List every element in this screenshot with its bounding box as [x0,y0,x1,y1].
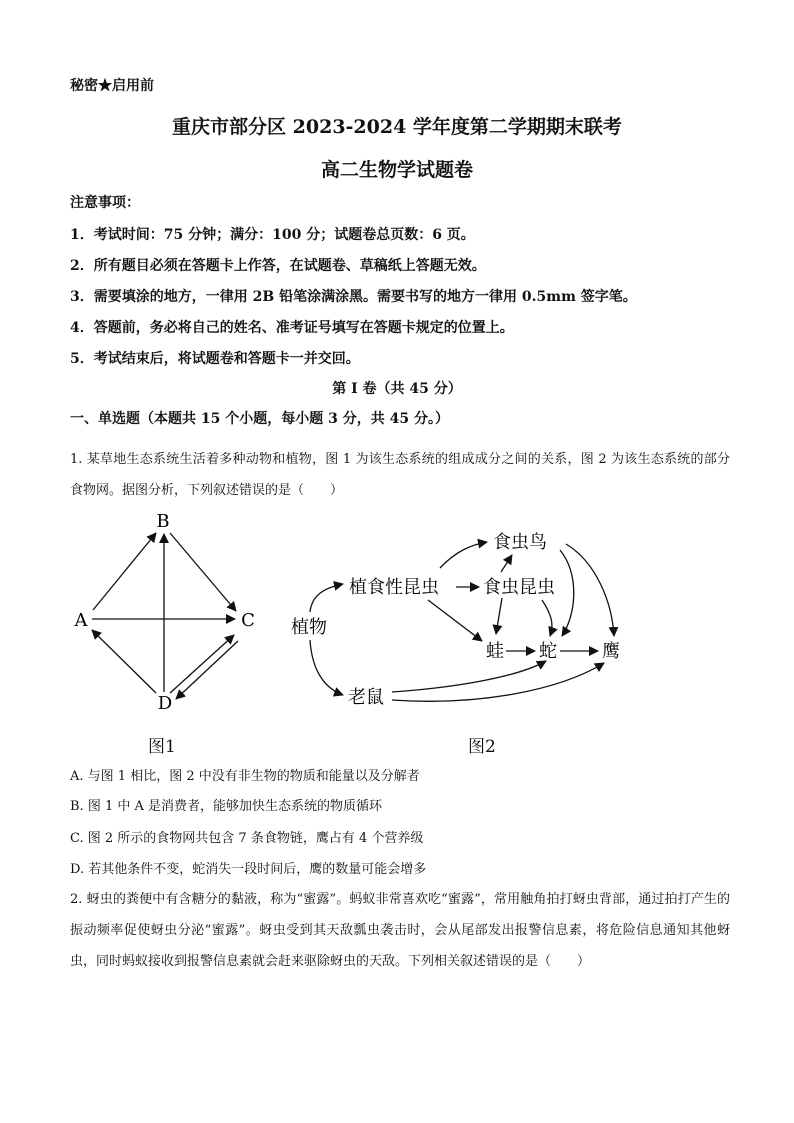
figure-1-caption: 图1 [148,737,176,757]
note-item: 2．所有题目必须在答题卡上作答，在试题卷、草稿纸上答题无效。 [70,258,486,274]
part-title: 第 I 卷（共 45 分） [332,381,462,397]
arrow-d-a [92,630,156,693]
note-item: 4．答题前，务必将自己的姓名、准考证号填写在答题卡规定的位置上。 [70,320,514,336]
fig2-node-mouse: 老鼠 [348,687,384,708]
figure-2 [280,520,640,720]
fig2-node-frog: 蛙 [486,641,504,662]
arrow-mouse-eagle [392,663,604,701]
figure-1 [60,505,280,720]
exam-title: 重庆市部分区 2023-2024 学年度第二学期期末联考 [172,116,622,138]
fig1-node-d: D [157,693,173,714]
arrow-mouse-snake [392,661,546,692]
arrow-insect-bird [501,555,512,572]
secret-label: 秘密★启用前 [70,78,154,94]
arrow-herb-bird [440,542,487,568]
exam-subtitle: 高二生物学试题卷 [320,159,473,181]
arrow-a-b [93,533,156,610]
arrow-c-d [176,641,238,699]
note-item: 1．考试时间：75 分钟；满分：100 分；试题卷总页数：6 页。 [70,227,475,243]
fig2-node-herb-insect: 植食性昆虫 [349,577,439,598]
option-b: B. 图 1 中 A 是消费者，能够加快生态系统的物质循环 [70,799,383,814]
fig1-node-c: C [241,610,255,631]
question-2-stem: 2. 蚜虫的粪便中有含糖分的黏液，称为“蜜露”。蚂蚁非常喜欢吃“蜜露”，常用触角拍打蚜虫背部，通过拍打产生的振动频率促使蚜虫分泌“蜜露”。蚜虫受到其天敌瓢虫袭击时，会从尾部发出报警信息素，将危险信息通知其他蚜虫，同时蚂蚁接收到报警信息素就会赶来驱除蚜虫的天敌。下列相关叙述错误的是（ ） [70,892,730,969]
fig1-node-a: A [74,610,88,631]
section-title: 一、单选题（本题共 15 个小题，每小题 3 分，共 45 分。） [70,411,449,427]
arrow-plant-mouse [310,640,343,695]
arrow-plant-herb [310,584,343,612]
arrow-b-c [170,533,236,611]
arrow-insect-frog [496,598,502,634]
option-c: C. 图 2 所示的食物网共包含 7 条食物链，鹰占有 4 个营养级 [70,831,424,846]
fig2-node-eagle: 鹰 [602,641,620,662]
fig2-node-insect-insect: 食虫昆虫 [483,577,555,598]
arrow-bird-snake [560,550,574,636]
note-item: 3．需要填涂的地方，一律用 2B 铅笔涂满涂黑。需要书写的地方一律用 0.5mm 签字笔。 [70,289,637,305]
option-a: A. 与图 1 相比，图 2 中没有非生物的物质和能量以及分解者 [70,769,420,784]
question-1-stem: 1. 某草地生态系统生活着多种动物和植物，图 1 为该生态系统的组成成分之间的关系，图 2 为该生态系统的部分食物网。据图分析，下列叙述错误的是（ ） [70,452,730,498]
arrow-insect-snake [542,600,552,636]
fig2-node-plant: 植物 [291,617,327,638]
fig2-node-insect-bird: 食虫鸟 [493,532,547,553]
note-item: 5．考试结束后，将试题卷和答题卡一并交回。 [70,351,360,367]
arrow-d-c [170,635,234,693]
notes-heading: 注意事项： [70,195,140,211]
arrow-herb-frog [428,600,482,641]
figure-2-caption: 图2 [468,737,496,757]
fig1-node-b: B [156,511,170,532]
option-d: D. 若其他条件不变，蛇消失一段时间后，鹰的数量可能会增多 [70,862,427,877]
fig2-node-snake: 蛇 [539,641,557,662]
